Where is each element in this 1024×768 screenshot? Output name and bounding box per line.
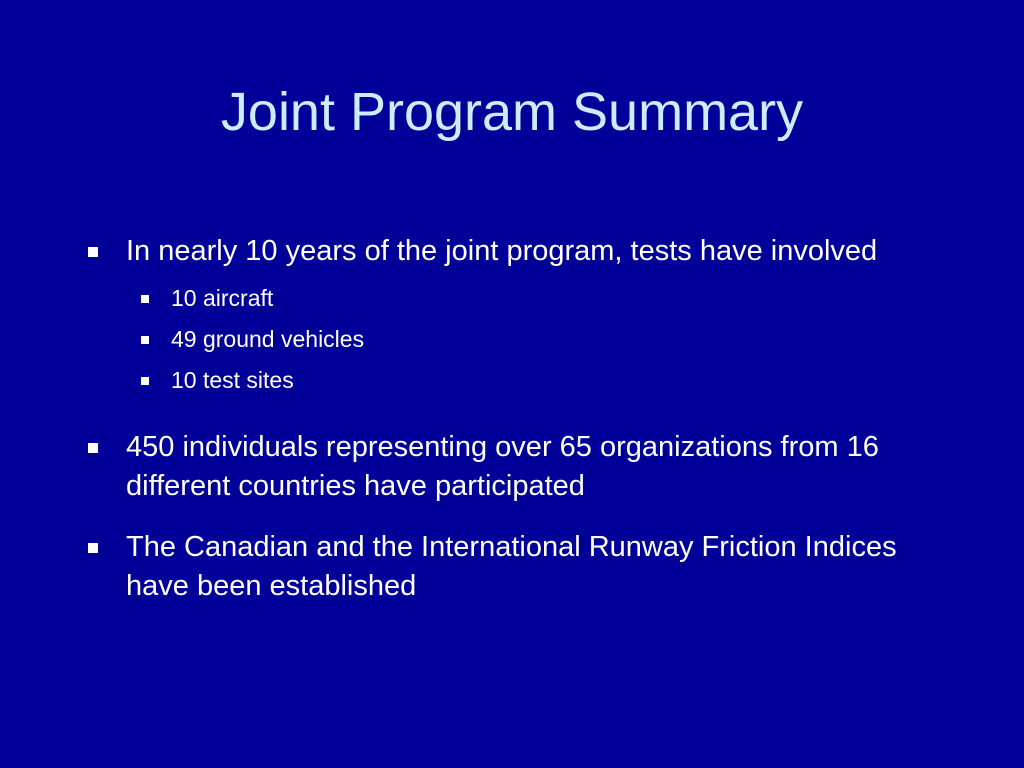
sub-bullet-ground-vehicles (88, 326, 948, 353)
bullet-item-tests (88, 232, 948, 271)
sub-bullet-text: 10 aircraft (171, 285, 274, 311)
bullet-text: The Canadian and the International Runway Friction Indices have been established (126, 531, 897, 602)
bullet-text: 450 individuals representing over 65 organizations from 16 different countries have participated (126, 431, 879, 502)
bullet-list (88, 232, 948, 606)
bullet-text: In nearly 10 years of the joint program, tests have involved (126, 235, 878, 267)
bullet-item-participants (88, 428, 948, 506)
sub-bullet-text: 10 test sites (171, 367, 294, 393)
square-bullet-icon (88, 543, 98, 553)
square-bullet-icon (88, 443, 98, 453)
sub-bullet-test-sites (88, 367, 948, 394)
bullet-item-indices (88, 528, 948, 606)
square-bullet-icon (141, 336, 149, 344)
square-bullet-icon (141, 295, 149, 303)
sub-bullet-aircraft (88, 285, 948, 312)
square-bullet-icon (141, 377, 149, 385)
slide-title: Joint Program Summary (220, 82, 804, 142)
square-bullet-icon (88, 247, 98, 257)
sub-bullet-text: 49 ground vehicles (171, 326, 365, 352)
